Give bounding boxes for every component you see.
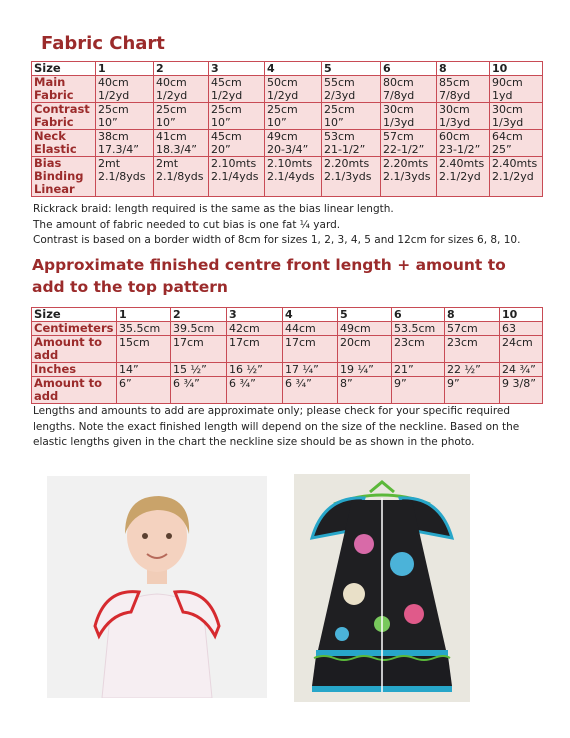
table-cell: 6 ¾” <box>283 377 338 404</box>
cell-line: 18.3/4” <box>156 143 197 156</box>
table-cell <box>437 130 490 157</box>
cell-line: 2.20mts <box>324 157 370 170</box>
table-row <box>32 322 543 336</box>
row-label: Amount to add <box>32 336 117 363</box>
cell-line: 25cm <box>324 103 355 116</box>
cell-line: 2.40mts <box>492 157 538 170</box>
table-cell <box>322 103 381 130</box>
table-cell: 9 3/8” <box>500 377 543 404</box>
cell-line: 10” <box>267 116 287 129</box>
table-cell: 49cm <box>338 322 392 336</box>
cell-line: 2.1/4yds <box>267 170 315 183</box>
table-cell: 6” <box>117 377 171 404</box>
table-cell <box>209 157 265 197</box>
header-cell: 3 <box>227 308 283 322</box>
cell-line: 1/2yd <box>267 89 299 102</box>
table-cell: 8” <box>338 377 392 404</box>
cell-line: 45cm <box>211 130 242 143</box>
cell-line: 2mt <box>156 157 179 170</box>
cell-line: 10” <box>98 116 118 129</box>
cell-line: 38cm <box>98 130 129 143</box>
table-cell <box>322 130 381 157</box>
table-cell <box>96 76 154 103</box>
cell-line: 1/3yd <box>383 116 415 129</box>
table-cell: 22 ½” <box>445 363 500 377</box>
row-label-text: Main Fabric <box>34 75 74 102</box>
cell-line: 20-3/4” <box>267 143 309 156</box>
cell-line: 64cm <box>492 130 523 143</box>
cell-line: 7/8yd <box>383 89 415 102</box>
cell-line: 2.10mts <box>211 157 257 170</box>
cell-line: 90cm <box>492 76 523 89</box>
table-cell: 63 <box>500 322 543 336</box>
cell-line: 30cm <box>492 103 523 116</box>
table-cell: 17 ¼” <box>283 363 338 377</box>
table-cell: 17cm <box>227 336 283 363</box>
cell-line: 21-1/2” <box>324 143 366 156</box>
table-cell <box>490 76 543 103</box>
note-line: Contrast is based on a border width of 8cm for sizes 1, 2, 3, 4, 5 and 12cm for sizes 6, 8, 10. <box>33 234 521 246</box>
row-label <box>32 130 96 157</box>
cell-line: 7/8yd <box>439 89 471 102</box>
cell-line: 23-1/2” <box>439 143 481 156</box>
cell-line: 60cm <box>439 130 470 143</box>
header-cell: 10 <box>500 308 543 322</box>
cell-line: 25cm <box>267 103 298 116</box>
girl-wearing-dress-photo <box>47 476 267 698</box>
table-cell: 17cm <box>283 336 338 363</box>
row-label-text: Bias Binding Linear <box>34 156 84 196</box>
table-cell <box>154 130 209 157</box>
table-cell <box>265 157 322 197</box>
note-line: Rickrack braid: length required is the same as the bias linear length. <box>33 203 394 215</box>
table-row <box>32 76 543 103</box>
header-cell: 4 <box>283 308 338 322</box>
length-chart-table <box>31 307 543 404</box>
length-notes: Lengths and amounts to add are approximate only; please check for your specific required lengths. Note the exact finished length will depend on the size of the neckline. Based on the elastic lengths given in the chart the neckline size should be as shown in the photo. <box>33 405 520 448</box>
fabric-notes <box>33 202 543 249</box>
header-cell: 3 <box>209 62 265 76</box>
table-row <box>32 103 543 130</box>
table-cell <box>322 157 381 197</box>
cell-line: 2.1/2yd <box>439 170 481 183</box>
cell-line: 25cm <box>156 103 187 116</box>
header-cell: 10 <box>490 62 543 76</box>
table-cell: 9” <box>392 377 445 404</box>
row-label: Inches <box>32 363 117 377</box>
cell-line: 2.1/3yds <box>383 170 431 183</box>
table-cell <box>209 76 265 103</box>
table-cell <box>154 103 209 130</box>
table-cell: 15cm <box>117 336 171 363</box>
table-cell: 6 ¾” <box>227 377 283 404</box>
row-label <box>32 157 96 197</box>
length-chart-title: Approximate finished centre front length + amount to add to the top pattern <box>32 256 506 296</box>
table-cell: 23cm <box>445 336 500 363</box>
cell-line: 2.1/2yd <box>492 170 534 183</box>
table-cell <box>381 157 437 197</box>
cell-line: 1/2yd <box>98 89 130 102</box>
cell-line: 41cm <box>156 130 187 143</box>
header-cell: 1 <box>117 308 171 322</box>
table-cell <box>265 76 322 103</box>
header-cell: 5 <box>338 308 392 322</box>
cell-line: 1/2yd <box>211 89 243 102</box>
cell-line: 10” <box>211 116 231 129</box>
cell-line: 30cm <box>383 103 414 116</box>
cell-line: 2.20mts <box>383 157 429 170</box>
header-cell: 6 <box>381 62 437 76</box>
row-label <box>32 103 96 130</box>
table-cell <box>437 157 490 197</box>
cell-line: 25cm <box>211 103 242 116</box>
cell-line: 30cm <box>439 103 470 116</box>
table-row <box>32 377 543 404</box>
table-row <box>32 336 543 363</box>
table-cell <box>154 76 209 103</box>
cell-line: 2.1/4yds <box>211 170 259 183</box>
cell-line: 55cm <box>324 76 355 89</box>
cell-line: 22-1/2” <box>383 143 425 156</box>
header-cell: Size <box>32 308 117 322</box>
table-cell: 42cm <box>227 322 283 336</box>
table-cell <box>154 157 209 197</box>
table-cell: 53.5cm <box>392 322 445 336</box>
table-cell <box>96 103 154 130</box>
table-row <box>32 130 543 157</box>
table-cell <box>381 130 437 157</box>
table-cell: 21” <box>392 363 445 377</box>
cell-line: 1/2yd <box>156 89 188 102</box>
header-cell: 2 <box>171 308 227 322</box>
cell-line: 2.1/8yds <box>98 170 146 183</box>
cell-line: 20” <box>211 143 231 156</box>
header-cell: 5 <box>322 62 381 76</box>
row-label-text: Contrast Fabric <box>34 102 90 129</box>
cell-line: 25” <box>492 143 512 156</box>
girl-illustration <box>47 476 267 698</box>
table-row <box>32 157 543 197</box>
row-label: Amount to add <box>32 377 117 404</box>
row-label-text: Neck Elastic <box>34 129 77 156</box>
table-cell <box>209 130 265 157</box>
cell-line: 17.3/4” <box>98 143 139 156</box>
table-cell: 14” <box>117 363 171 377</box>
header-cell: 4 <box>265 62 322 76</box>
table-cell <box>96 130 154 157</box>
cell-line: 1/3yd <box>492 116 524 129</box>
cell-line: 2/3yd <box>324 89 356 102</box>
table-cell <box>490 157 543 197</box>
cell-line: 2.1/3yds <box>324 170 372 183</box>
cell-line: 57cm <box>383 130 414 143</box>
cell-line: 2.1/8yds <box>156 170 204 183</box>
cell-line: 49cm <box>267 130 298 143</box>
header-cell: Size <box>32 62 96 76</box>
table-cell <box>209 103 265 130</box>
table-cell: 15 ½” <box>171 363 227 377</box>
note-line: The amount of fabric needed to cut bias is one fat ¼ yard. <box>33 218 341 231</box>
fabric-chart-title: Fabric Chart <box>41 33 165 54</box>
table-cell: 44cm <box>283 322 338 336</box>
cell-line: 40cm <box>98 76 129 89</box>
table-cell <box>381 103 437 130</box>
cell-line: 50cm <box>267 76 298 89</box>
table-cell: 23cm <box>392 336 445 363</box>
row-label <box>32 76 96 103</box>
header-cell: 1 <box>96 62 154 76</box>
cell-line: 53cm <box>324 130 355 143</box>
table-cell: 17cm <box>171 336 227 363</box>
cell-line: 40cm <box>156 76 187 89</box>
table-cell <box>490 103 543 130</box>
fabric-chart-table <box>31 61 543 197</box>
table-cell: 6 ¾” <box>171 377 227 404</box>
table-cell: 24cm <box>500 336 543 363</box>
table-cell <box>437 76 490 103</box>
table-cell: 20cm <box>338 336 392 363</box>
table-cell: 19 ¼” <box>338 363 392 377</box>
header-cell: 8 <box>437 62 490 76</box>
table-cell: 9” <box>445 377 500 404</box>
cell-line: 80cm <box>383 76 414 89</box>
dress-on-hanger-photo <box>294 474 470 702</box>
table-cell <box>322 76 381 103</box>
table-header-row <box>32 62 543 76</box>
cell-line: 2mt <box>98 157 121 170</box>
cell-line: 1/3yd <box>439 116 471 129</box>
table-cell: 16 ½” <box>227 363 283 377</box>
table-cell: 24 ¾” <box>500 363 543 377</box>
dress-illustration <box>294 474 470 702</box>
cell-line: 45cm <box>211 76 242 89</box>
table-cell: 57cm <box>445 322 500 336</box>
table-cell <box>437 103 490 130</box>
cell-line: 25cm <box>98 103 129 116</box>
cell-line: 2.10mts <box>267 157 313 170</box>
table-cell <box>265 130 322 157</box>
row-label: Centimeters <box>32 322 117 336</box>
table-cell <box>490 130 543 157</box>
table-cell: 39.5cm <box>171 322 227 336</box>
table-cell <box>265 103 322 130</box>
table-row <box>32 363 543 377</box>
table-cell <box>381 76 437 103</box>
header-cell: 8 <box>445 308 500 322</box>
table-cell: 35.5cm <box>117 322 171 336</box>
table-cell <box>96 157 154 197</box>
cell-line: 10” <box>324 116 344 129</box>
table-header-row <box>32 308 543 322</box>
cell-line: 2.40mts <box>439 157 485 170</box>
header-cell: 6 <box>392 308 445 322</box>
cell-line: 1yd <box>492 89 513 102</box>
header-cell: 2 <box>154 62 209 76</box>
cell-line: 85cm <box>439 76 470 89</box>
cell-line: 10” <box>156 116 176 129</box>
